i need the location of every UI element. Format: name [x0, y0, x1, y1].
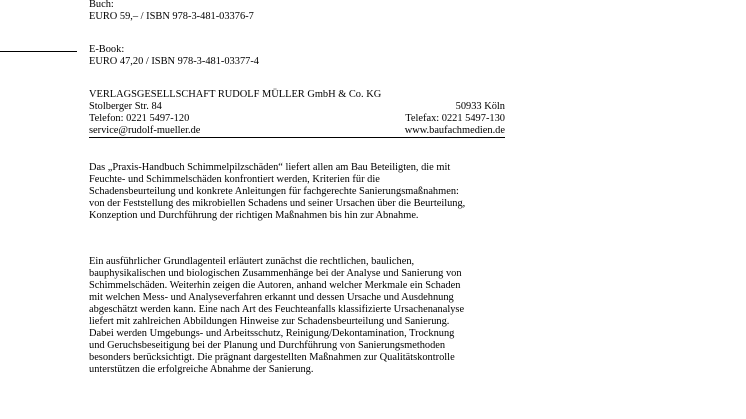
paragraph-line: abgeschätzt werden kann. Eine nach Art des Feuchteanfalls klassifizierte Ursachenanalyse: [89, 304, 465, 315]
paragraph-line: Konzeption und Durchführung der richtigen Maßnahmen bis hin zur Abnahme.: [89, 210, 419, 221]
publisher-phone: Telefon: 0221 5497-120: [89, 113, 190, 124]
book-info: [89, 0, 559, 23]
paragraph-line: unterstützen die erfolgreiche Abnahme der Sanierung.: [89, 364, 314, 375]
description-paragraph-1: [89, 162, 559, 222]
book-label: Buch:: [89, 0, 114, 10]
left-divider-rule: [0, 51, 77, 52]
publisher-web-row: [89, 125, 505, 137]
paragraph-line: besonders berücksichtigt. Die prägnant dargestellten Maßnahmen zur Qualitätskontrolle: [89, 352, 455, 363]
paragraph-line: und Geruchsbeseitigung bei der Planung und Durchführung von Sanierungsmethoden: [89, 340, 446, 351]
publisher-street: Stolberger Str. 84: [89, 101, 162, 112]
contact-underline: [89, 137, 505, 138]
paragraph-line: Schadensbeurteilung und konkrete Anleitungen für fachgerechte Sanierungsmaßnahmen:: [89, 186, 459, 197]
publisher-block: [89, 89, 559, 137]
paragraph-line: liefert mit zahlreichen Abbildungen Hinweise zur Schadensbeurteilung und Sanierung.: [89, 316, 450, 327]
ebook-label: E-Book:: [89, 44, 125, 55]
publisher-contact-row: [89, 113, 505, 125]
paragraph-line: bauphysikalischen und biologischen Zusammenhänge bei der Analyse und Sanierung von: [89, 268, 462, 279]
publisher-city: 50933 Köln: [455, 101, 505, 112]
publisher-name: VERLAGSGESELLSCHAFT RUDOLF MÜLLER GmbH & Co. KG: [89, 89, 382, 100]
publisher-address-row: [89, 101, 505, 113]
publisher-email-link[interactable]: service@rudolf-mueller.de: [89, 125, 201, 136]
publisher-fax: Telefax: 0221 5497-130: [405, 113, 505, 124]
ebook-price-isbn: EURO 47,20 / ISBN 978-3-481-03377-4: [89, 56, 259, 67]
paragraph-line: mit welchen Mess- und Analyseverfahren erkannt und dessen Ursache und Ausdehnung: [89, 292, 454, 303]
paragraph-line: Dabei werden Umgebungs- und Arbeitsschutz, Reinigung/Dekontamination, Trocknung: [89, 328, 455, 339]
paragraph-line: Ein ausführlicher Grundlagenteil erläutert zunächst die rechtlichen, baulichen,: [89, 256, 415, 267]
publisher-website-link[interactable]: www.baufachmedien.de: [404, 125, 505, 136]
paragraph-line: Feuchte- und Schimmelschäden konfrontiert werden, Kriterien für die: [89, 174, 380, 185]
ebook-info: [89, 44, 559, 68]
paragraph-line: Schimmelschäden. Weiterhin zeigen die Autoren, anhand welcher Merkmale ein Schaden: [89, 280, 461, 291]
paragraph-line: von der Feststellung des mikrobiellen Schadens und seiner Ursachen über die Beurteilung,: [89, 198, 466, 209]
paragraph-line: Das „Praxis-Handbuch Schimmelpilzschäden“ liefert allen am Bau Beteiligten, die mit: [89, 162, 451, 173]
book-price-isbn: EURO 59,– / ISBN 978-3-481-03376-7: [89, 11, 254, 22]
description-paragraph-2: [89, 256, 559, 376]
